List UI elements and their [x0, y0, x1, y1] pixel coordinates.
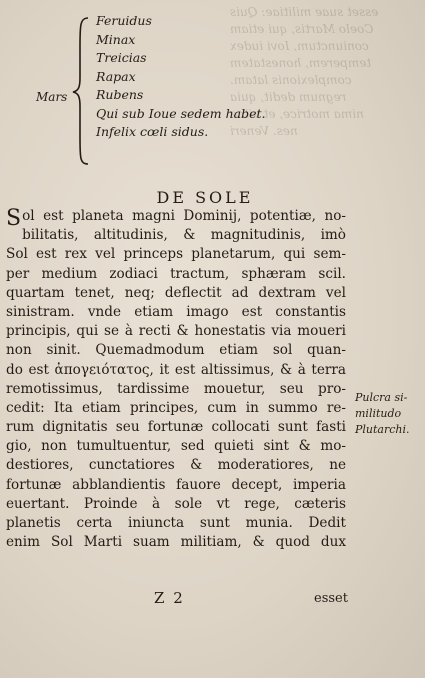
text-line: do est ἀπογειότατος, it est altissimus, & à terra	[6, 361, 346, 378]
list-item: Infelix cœli sidus.	[96, 124, 209, 139]
signature-mark: Z 2	[154, 589, 185, 607]
list-item: Minax	[96, 31, 136, 47]
list-item: Feruidus	[96, 13, 152, 28]
text-line: sinistram. vnde etiam imago est constantis	[6, 303, 346, 320]
text-line: remotissimus, tardissime mouetur, seu pro-	[6, 380, 346, 397]
mars-attribute-list	[96, 12, 266, 142]
bleed-through-line: coniunctum, Iovi iudex	[230, 39, 369, 53]
margin-note	[355, 390, 410, 438]
margin-note-line: Plutarchi.	[355, 423, 410, 436]
bleed-through-line: nima motrice, et vitae	[230, 107, 364, 121]
list-item: Qui sub Ioue sedem habet.	[96, 105, 266, 121]
text-line: fortunæ abblandientis fauore decept, imperia	[6, 476, 346, 493]
text-line: gio, non tumultuentur, sed quieti sint & mo-	[6, 438, 346, 455]
body-text	[6, 207, 346, 552]
catchword: esset	[314, 591, 348, 606]
bleed-through-line: nes. Veneri	[230, 124, 298, 138]
bleed-through-line: esset suae militiae: Quis	[230, 5, 379, 19]
text-line: bilitatis, altitudinis, & magnitudinis, imò	[22, 227, 346, 244]
text-line: rum dignitatis seu fortunæ collocati sunt fasti	[6, 419, 346, 436]
list-item: Rubens	[96, 87, 144, 102]
text-line: euertant. Proinde à sole vt rege, cæteris	[6, 495, 346, 512]
bleed-through-line: temperem, honestatem	[230, 56, 372, 70]
text-line: non sinit. Quemadmodum etiam sol quan-	[6, 342, 346, 359]
text-line: planetis certa iniuncta sunt munia. Dedit	[6, 515, 346, 531]
list-item: Rapax	[96, 68, 136, 84]
mars-attributes-block	[22, 12, 302, 172]
bleed-through-line: complexionis latam.	[230, 73, 352, 87]
margin-note-line: militudo	[355, 407, 402, 420]
margin-note-line: Pulcra si-	[355, 391, 408, 404]
mars-label: Mars	[36, 90, 68, 104]
text-line: enim Sol Marti suam militiam, & quod dux	[6, 534, 346, 551]
text-line: cedit: Ita etiam principes, cum in summo re-	[6, 399, 346, 416]
list-item: Treicias	[96, 50, 147, 65]
drop-cap: S	[6, 206, 22, 231]
text-line: per medium zodiaci tractum, sphæram scil.	[6, 265, 346, 282]
bleed-through-line: Coelo Martis, qui etiam	[230, 22, 374, 36]
text-line: destiores, cunctatiores & moderatiores, ne	[6, 457, 346, 474]
section-heading: DE SOLE	[156, 188, 254, 207]
curly-brace-icon	[72, 16, 90, 166]
text-line: principis, qui se à recti & honestatis via moueri	[6, 323, 346, 340]
text-line: Sol est rex vel princeps planetarum, qui sem-	[6, 246, 346, 263]
text-line: Sol est planeta magni Dominij, potentiæ, no-	[6, 206, 346, 231]
bleed-through-line: regnum dedit, quia	[230, 90, 347, 104]
text-line: quartam tenet, neq; deflectit ad dextram vel	[6, 284, 346, 301]
